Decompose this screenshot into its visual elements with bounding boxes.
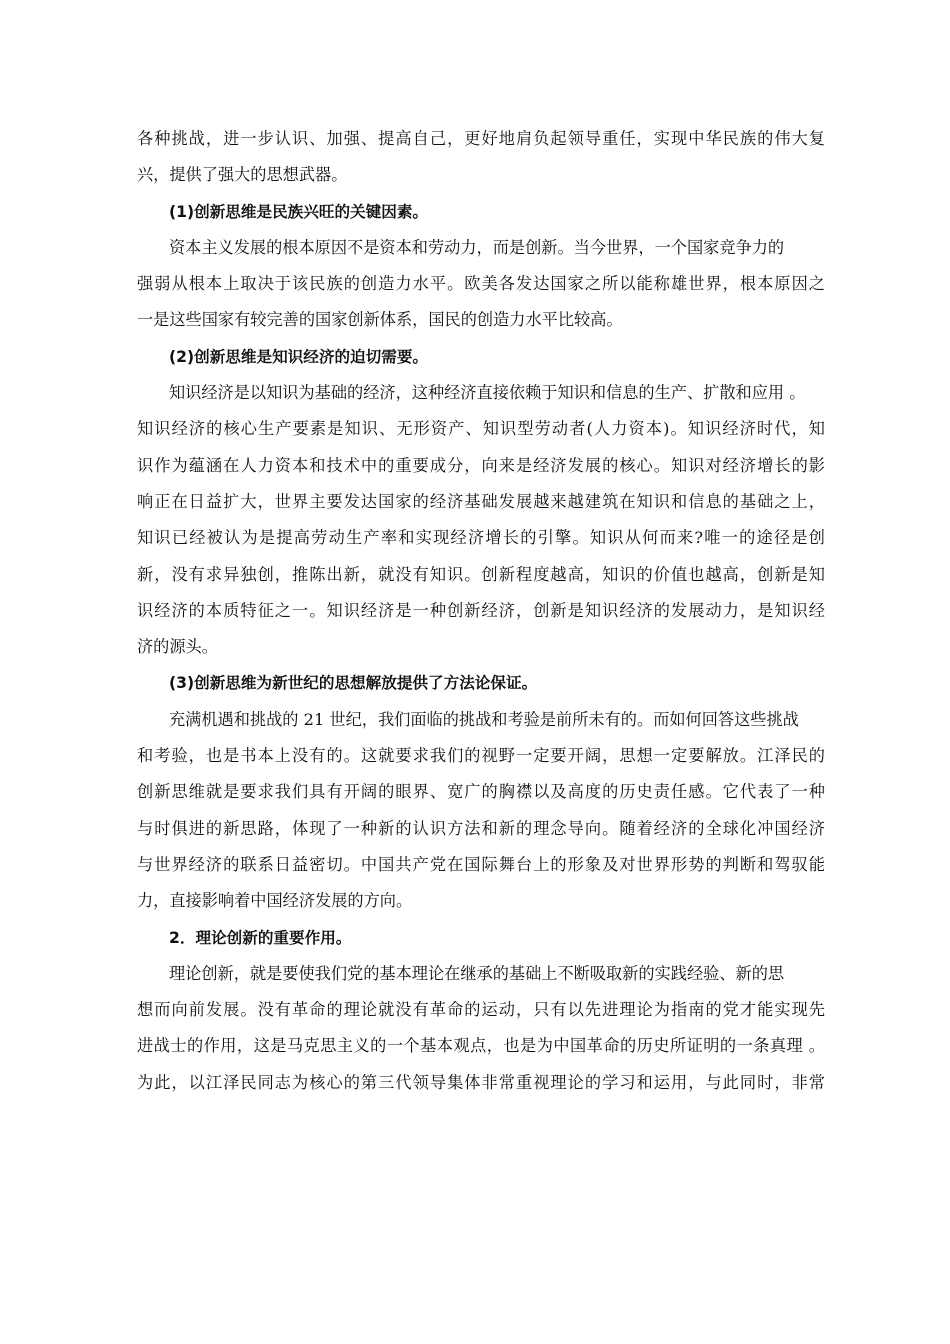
paragraph-line: 创新思维就是要求我们具有开阔的眼界、宽广的胸襟以及高度的历史责任感。它代表了一种 bbox=[137, 782, 825, 802]
paragraph-line: 各种挑战，进一步认识、加强、提高自己，更好地肩负起领导重任，实现中华民族的伟大复 bbox=[137, 129, 825, 148]
paragraph-line: 响正在日益扩大，世界主要发达国家的经济基础发展越来越建筑在知识和信息的基础之上， bbox=[137, 491, 825, 511]
paragraph-line: 知识经济的核心生产要素是知识、无形资产、知识型劳动者(人力资本)。知识经济时代，知 bbox=[137, 419, 825, 439]
paragraph-line: 济的源头。 bbox=[137, 637, 218, 657]
paragraph-line: 与世界经济的联系日益密切。中国共产党在国际舞台上的形象及对世界形势的判断和驾驭能 bbox=[137, 854, 825, 874]
section-heading: (3)创新思维为新世纪的思想解放提供了方法论保证。 bbox=[169, 674, 538, 693]
paragraph-first-line: 知识经济是以知识为基础的经济，这种经济直接依赖于知识和信息的生产、扩散和应用 。 bbox=[169, 383, 806, 403]
paragraph-line: 为此，以江泽民同志为核心的第三代领导集体非常重视理论的学习和运用，与此同时，非常 bbox=[137, 1072, 825, 1092]
section-heading: (1)创新思维是民族兴旺的关键因素。 bbox=[169, 202, 429, 221]
paragraph-line: 知识已经被认为是提高劳动生产率和实现经济增长的引擎。知识从何而来?唯一的途径是创 bbox=[137, 528, 825, 548]
paragraph-first-line: 资本主义发展的根本原因不是资本和劳动力，而是创新。当今世界，一个国家竞争力的 bbox=[169, 237, 785, 257]
paragraph-line: 和考验，也是书本上没有的。这就要求我们的视野一定要开阔，思想一定要解放。江泽民的 bbox=[137, 746, 825, 766]
paragraph-line: 进战士的作用，这是马克思主义的一个基本观点，也是为中国革命的历史所证明的一条真理 。 bbox=[137, 1036, 825, 1056]
document-body bbox=[137, 121, 825, 1101]
paragraph-first-line: 理论创新，就是要使我们党的基本理论在继承的基础上不断吸取新的实践经验、新的思 bbox=[169, 963, 785, 983]
paragraph-line: 强弱从根本上取决于该民族的创造力水平。欧美各发达国家之所以能称雄世界，根本原因之 bbox=[137, 274, 825, 294]
paragraph-line: 一是这些国家有较完善的国家创新体系，国民的创造力水平比较高。 bbox=[137, 310, 623, 330]
paragraph-line: 识作为蕴涵在人力资本和技术中的重要成分，向来是经济发展的核心。知识对经济增长的影 bbox=[137, 455, 825, 475]
paragraph-line: 识经济的本质特征之一。知识经济是一种创新经济，创新是知识经济的发展动力，是知识经 bbox=[137, 600, 825, 620]
paragraph-line: 想而向前发展。没有革命的理论就没有革命的运动，只有以先进理论为指南的党才能实现先 bbox=[137, 1000, 825, 1020]
paragraph-line: 新，没有求异独创，推陈出新，就没有知识。创新程度越高，知识的价值也越高，创新是知 bbox=[137, 564, 825, 584]
paragraph-line: 与时俱进的新思路，体现了一种新的认识方法和新的理念导向。随着经济的全球化冲国经济 bbox=[137, 818, 825, 838]
paragraph-line: 兴，提供了强大的思想武器。 bbox=[137, 165, 348, 185]
paragraph-line: 力，直接影响着中国经济发展的方向。 bbox=[137, 891, 413, 911]
section-heading: (2)创新思维是知识经济的迫切需要。 bbox=[169, 347, 429, 366]
paragraph-first-line: 充满机遇和挑战的 21 世纪，我们面临的挑战和考验是前所未有的。而如何回答这些挑战 bbox=[169, 709, 799, 729]
section-heading: 2．理论创新的重要作用。 bbox=[169, 928, 352, 947]
